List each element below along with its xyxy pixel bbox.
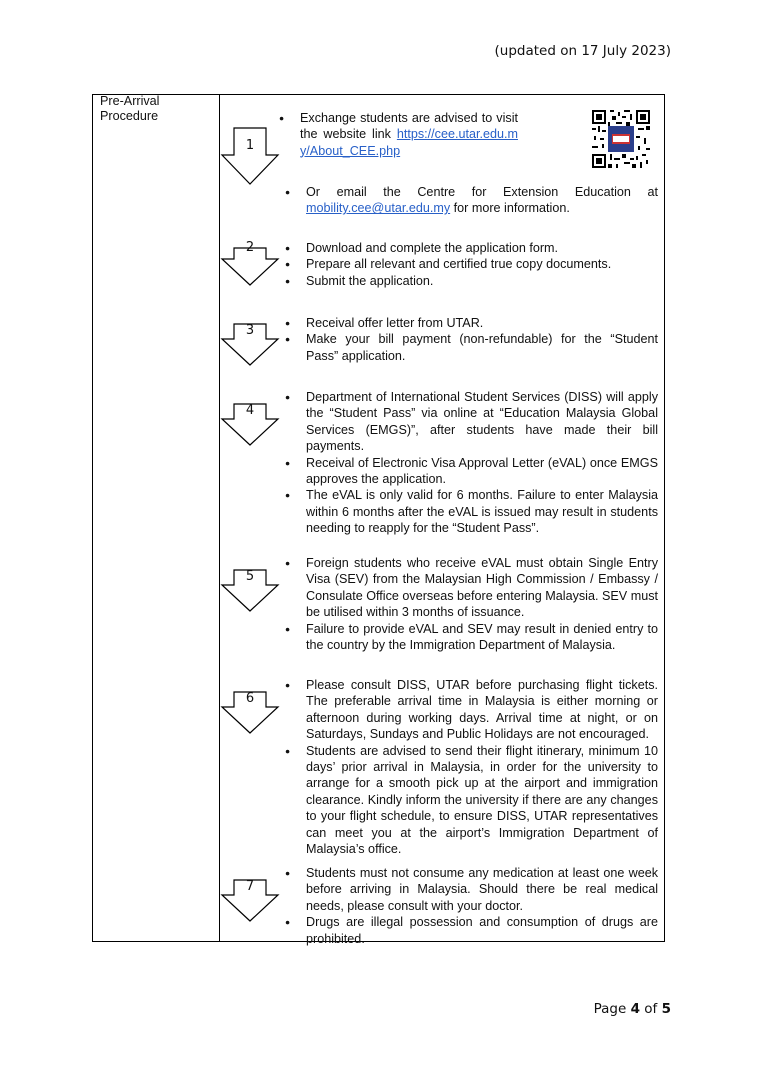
- step-4-bullet-3: ● The eVAL is only valid for 6 months. Failure to enter Malaysia within 6 months after the eVAL is issued may result in students needing to reapply for the “Student Pass”.: [306, 487, 658, 536]
- step-6-arrow-icon: [220, 683, 280, 743]
- step-2-number: 2: [245, 240, 255, 255]
- step-6-bullet-1: ● Please consult DISS, UTAR before purchasing flight tickets. The preferable arrival time in Malaysia is either morning or afternoon during working days. Arrival time at night, or on Saturdays, Sundays and Public Holidays are not encouraged.: [306, 677, 658, 743]
- step-2-bullet-1: ● Download and complete the application form.: [306, 240, 658, 256]
- step-1-bullet-2-cont: [306, 200, 658, 216]
- step-2-bullet-2: ● Prepare all relevant and certified true copy documents.: [306, 256, 658, 272]
- step-2-bullet-3: ● Submit the application.: [306, 273, 658, 289]
- step-6-number: 6: [245, 691, 255, 706]
- total-pages: 5: [661, 1001, 671, 1017]
- step-4-arrow-icon: [220, 395, 280, 455]
- step-1-number: 1: [245, 138, 255, 153]
- step-4-number: 4: [245, 403, 255, 418]
- cee-website-link[interactable]: https://cee.utar.edu.my/About_CEE.php: [300, 127, 518, 158]
- pre-arrival-label: Pre-Arrival Procedure: [100, 94, 160, 123]
- step-2-arrow-icon: [220, 237, 280, 297]
- step-1-email-suffix: for more information.: [450, 201, 570, 216]
- step-4-bullet-1: ● Department of International Student Services (DISS) will apply the “Student Pass” via online at “Education Malaysia Global Services (EMGS)”, after students have made their bill payments.: [306, 389, 658, 455]
- step-1-bullet-1: [300, 110, 518, 159]
- step-7-bullet-1: ● Students must not consume any medication at least one week before arriving in Malaysia. Should there be real medical needs, please consult with your doctor.: [306, 865, 658, 914]
- step-6-bullet-2: ● Students are advised to send their flight itinerary, minimum 10 days’ prior arrival in Malaysia, in order for the university to arrange for a smooth pick up at the airport and immigration clearance. Kindly inform the university if there are any changes to your flight schedule, to ensure DISS, UTAR representatives can meet you at the airport’s Immigration Department of Malaysia’s office.: [306, 743, 658, 858]
- cee-email-link[interactable]: mobility.cee@utar.edu.my: [306, 201, 451, 216]
- step-1-email-prefix: Or email the Centre for Extension Education at: [306, 185, 658, 199]
- step-3-bullet-2: ● Make your bill payment (non-refundable) for the “Student Pass” application.: [306, 331, 658, 364]
- step-3-arrow-icon: [220, 315, 280, 375]
- step-1-bullet-2: [306, 184, 658, 200]
- qr-code-icon: [592, 110, 650, 168]
- column-divider: [219, 95, 220, 941]
- step-1-arrow-icon: [220, 127, 280, 187]
- current-page: 4: [630, 1001, 640, 1017]
- step-3-number: 3: [245, 323, 255, 338]
- step-3-bullet-1: ● Receival offer letter from UTAR.: [306, 315, 658, 331]
- procedure-table: [92, 94, 665, 946]
- step-4-bullet-2: ● Receival of Electronic Visa Approval Letter (eVAL) once EMGS approves the application.: [306, 455, 658, 488]
- page-number: [594, 1001, 671, 1017]
- of-word: of: [639, 1001, 662, 1017]
- step-5-arrow-icon: [220, 561, 280, 621]
- step-5-number: 5: [245, 569, 255, 584]
- step-5-bullet-1: ● Foreign students who receive eVAL must obtain Single Entry Visa (SEV) from the Malaysian High Commission / Embassy / Consulate Office overseas before entering Malaysia. SEV must be utilised within 3 months of issuance.: [306, 555, 658, 621]
- page-word: Page: [593, 1001, 631, 1017]
- step-1-intro-text: Exchange students are advised to visit the website link: [300, 111, 518, 142]
- step-7-arrow-icon: [220, 871, 280, 931]
- step-7-bullet-2: ● Drugs are illegal possession and consumption of drugs are prohibited.: [306, 914, 658, 947]
- step-7-number: 7: [245, 879, 255, 894]
- step-5-bullet-2: ● Failure to provide eVAL and SEV may result in denied entry to the country by the Immigration Department of Malaysia.: [306, 621, 658, 654]
- updated-date: (updated on 17 July 2023): [494, 43, 671, 59]
